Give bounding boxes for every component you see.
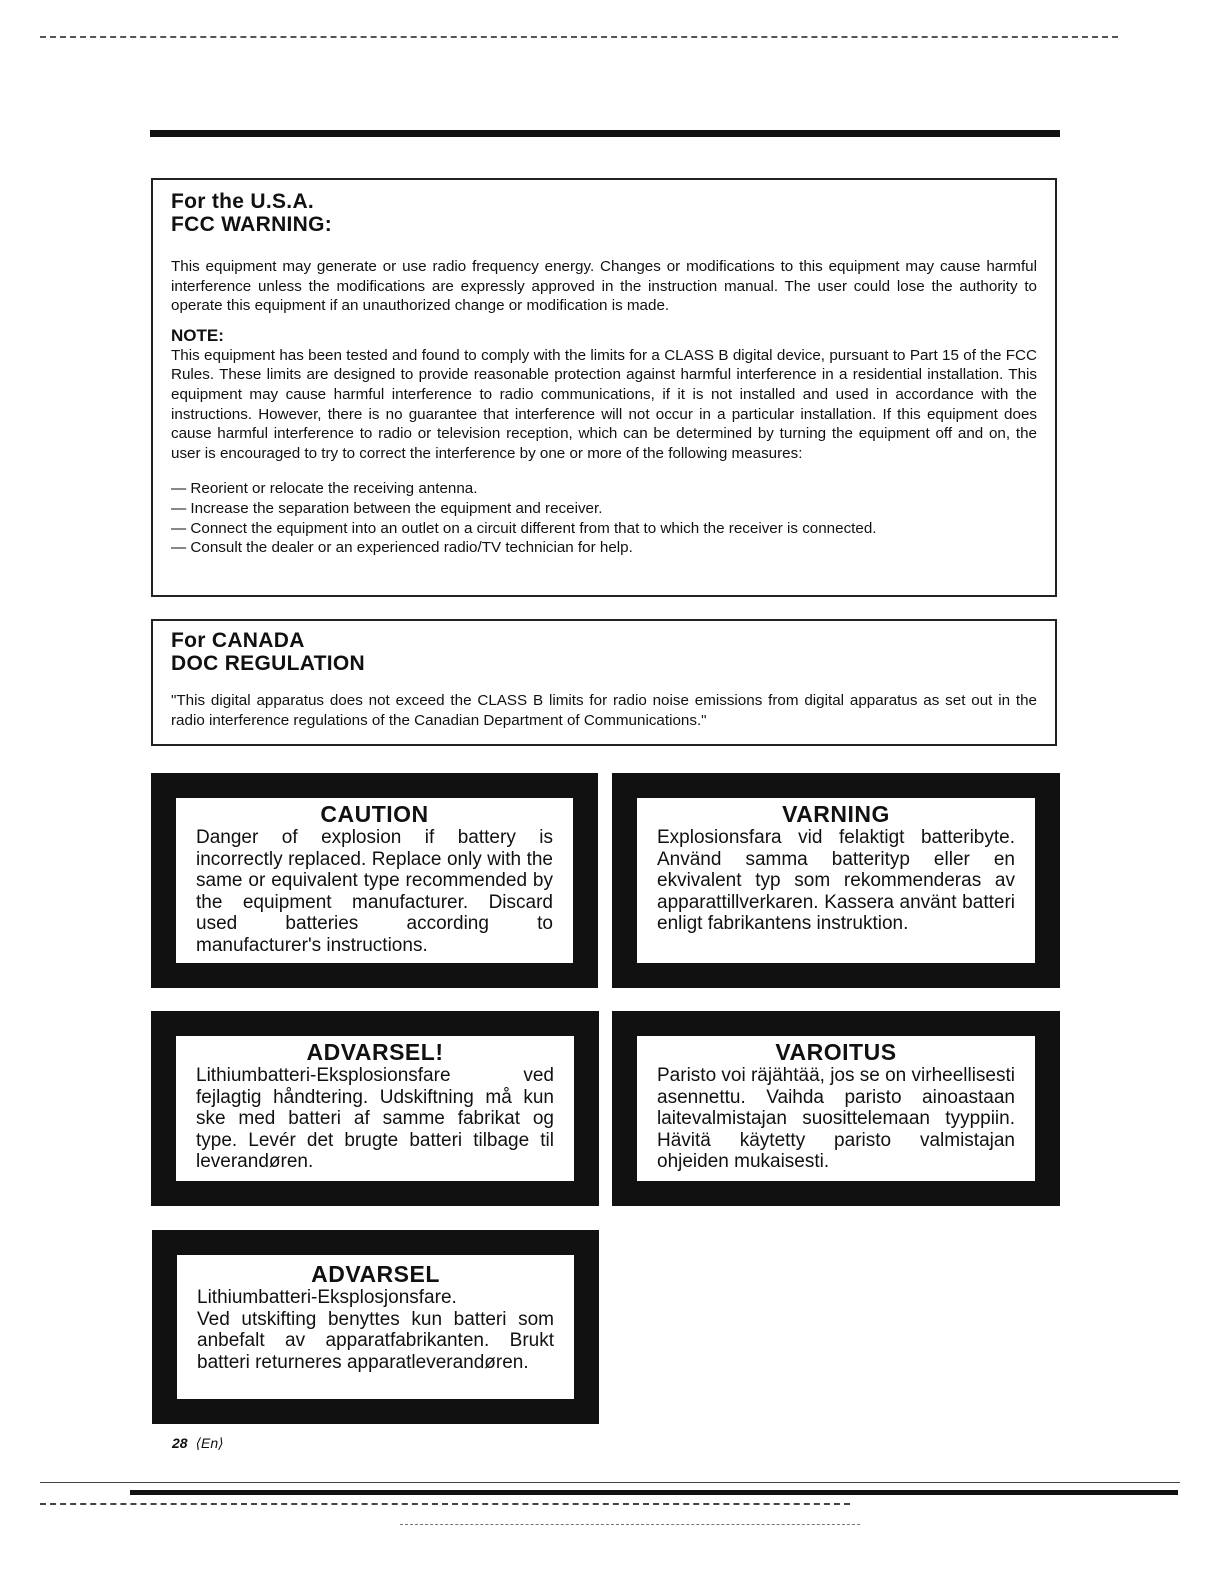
- bottom-rule-thin: [40, 1482, 1180, 1483]
- caution-text: Danger of explosion if battery is incorrectly replaced. Replace only with the same or equivalent type recommended by the equipment manufacturer. Discard used batteries according to manufacturer's instructions.: [196, 827, 553, 956]
- varning-title: VARNING: [782, 801, 890, 827]
- language-code: ⟨En⟩: [195, 1435, 224, 1451]
- varoitus-text: Paristo voi räjähtää, jos se on virheellisesti asennettu. Vaihda paristo ainoastaan laitevalmistajan suosittelemaan tyyppiin. Hävitä käytetty paristo valmistajan ohjeiden mukaisesti.: [657, 1065, 1016, 1173]
- advarsel-norwegian-line2: Ved utskifting benyttes kun batteri som anbefalt av apparatfabrikanten. Brukt batteri returneres apparatleverandøren.: [197, 1308, 554, 1373]
- page-footer: [172, 1435, 224, 1452]
- fcc-heading-title: FCC WARNING:: [171, 213, 333, 236]
- measure-item: — Connect the equipment into an outlet on a circuit different from that to which the receiver is connected.: [171, 519, 1037, 539]
- measure-item: — Increase the separation between the equipment and receiver.: [171, 499, 1037, 519]
- top-rule: [150, 130, 1060, 137]
- fcc-warning-text: This equipment may generate or use radio frequency energy. Changes or modifications to this equipment may cause harmful interference unless the modifications are expressly approved in the instruction manual. The user could lose the authority to operate this equipment if an unauthorized change or modification is made.: [171, 258, 1037, 315]
- advarsel-danish-title: ADVARSEL!: [306, 1039, 444, 1065]
- varoitus-title: VAROITUS: [775, 1039, 897, 1065]
- caution-title: CAUTION: [320, 801, 429, 827]
- varoitus-warning-panel: [612, 1011, 1060, 1206]
- measure-item: — Consult the dealer or an experienced radio/TV technician for help.: [171, 538, 1037, 558]
- advarsel-norwegian-title: ADVARSEL: [311, 1261, 440, 1287]
- fcc-warning-box: [151, 178, 1057, 597]
- advarsel-danish-inner: [176, 1036, 574, 1181]
- doc-regulation-text: "This digital apparatus does not exceed the CLASS B limits for radio noise emissions from digital apparatus as set out in the radio interference regulations of the Canadian Department of Communications.": [171, 692, 1037, 729]
- fcc-heading-region: For the U.S.A.: [171, 190, 315, 213]
- measure-item: — Reorient or relocate the receiving antenna.: [171, 479, 1037, 499]
- advarsel-danish-text: Lithiumbatteri-Eksplosionsfare ved fejlagtig håndtering. Udskiftning må kun ske med batteri af samme fabrikat og type. Levér det brugte batteri tilbage til leverandøren.: [196, 1065, 554, 1173]
- caution-warning-inner: [176, 798, 573, 963]
- advarsel-norwegian-inner: [177, 1255, 574, 1399]
- note-heading: NOTE:: [171, 325, 224, 345]
- measures-list: [171, 479, 1037, 557]
- canada-doc-box: [151, 619, 1057, 746]
- note-text: This equipment has been tested and found to comply with the limits for a CLASS B digital device, pursuant to Part 15 of the FCC Rules. These limits are designed to provide reasonable protection against harmful interference in a residential installation. This equipment may cause harmful interference to radio communications, if it is not installed and used in accordance with the instructions. However, there is no guarantee that interference will not occur in a particular installation. If this equipment does cause harmful interference to radio or television reception, which can be determined by turning the equipment off and on, the user is encouraged to try to correct the interference by one or more of the following measures:: [171, 346, 1037, 462]
- scan-dashed-line-lower: [400, 1524, 860, 1525]
- varning-warning-inner: [637, 798, 1035, 963]
- scan-dashed-line-bottom: [40, 1503, 850, 1505]
- advarsel-norwegian-panel: [152, 1230, 599, 1424]
- varning-text: Explosionsfara vid felaktigt batteribyte. Använd samma batterityp eller en ekvivalent typ som rekommenderas av apparattillverkaren. Kassera använt batteri enligt fabrikantens instruktion.: [657, 827, 1015, 935]
- advarsel-norwegian-line1: Lithiumbatteri-Eksplosjonsfare.: [197, 1287, 457, 1308]
- page-number: 28: [172, 1435, 188, 1451]
- canada-heading-title: DOC REGULATION: [171, 652, 365, 675]
- advarsel-danish-panel: [151, 1011, 599, 1206]
- varning-warning-panel: [612, 773, 1060, 988]
- varoitus-warning-inner: [637, 1036, 1035, 1181]
- caution-warning-panel: [151, 773, 598, 988]
- bottom-rule-thick: [130, 1490, 1178, 1495]
- canada-heading-region: For CANADA: [171, 629, 305, 652]
- scan-dashed-line-top: [40, 36, 1118, 38]
